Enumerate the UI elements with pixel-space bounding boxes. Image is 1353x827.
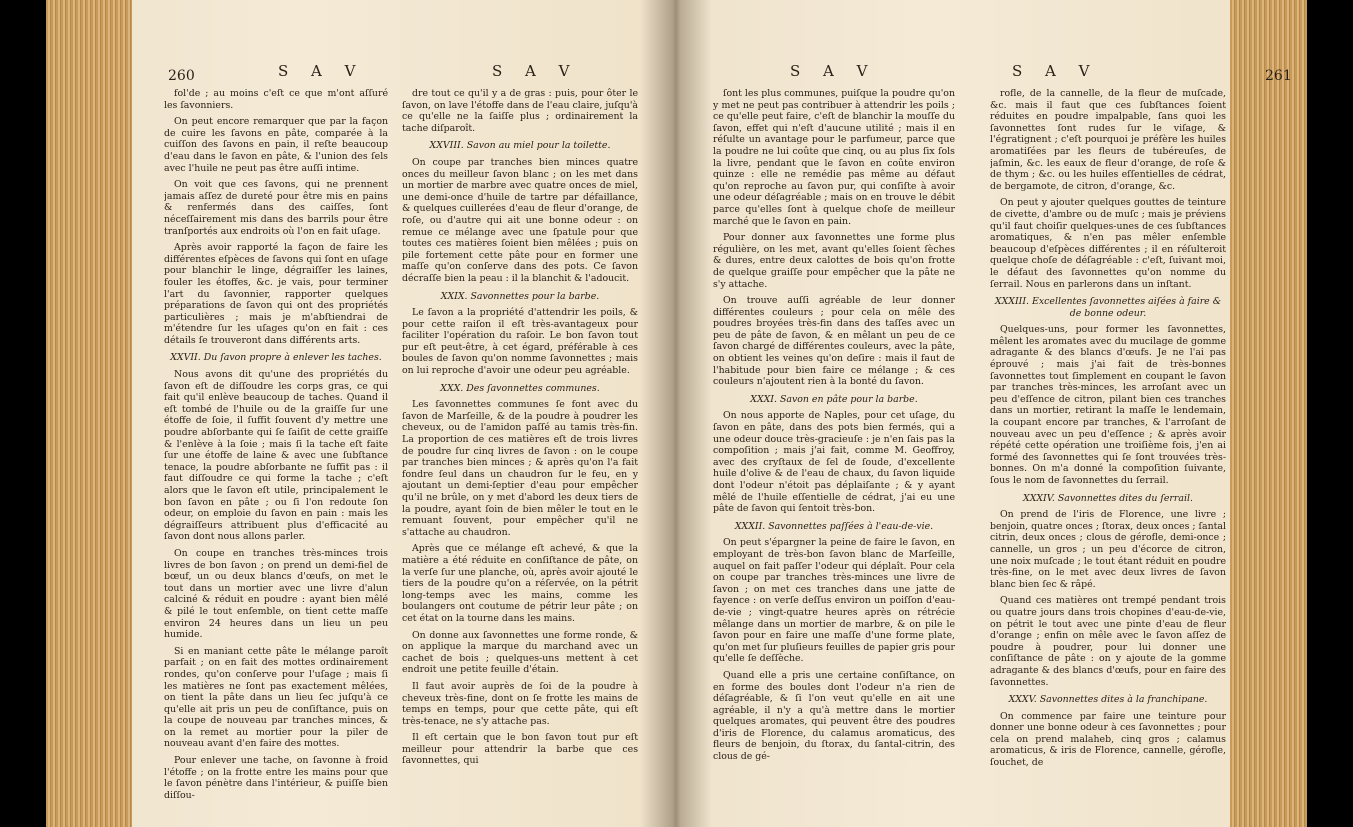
- paragraph: Quand elle a pris une certaine conſiſtance, on en forme des boules dont l'odeur n'a rien de déſagréable, & ſi l'on veut qu'elle en ait une agréable, il n'y a qu'à mettre dans le mortier quelques aromates, qui peuvent être des poudres d'iris de Florence, du calamus aromaticus, des fleurs de benjoin, du ſtorax, du ſantal-citrin, des clous de gé-: [713, 669, 955, 763]
- paragraph: Après que ce mélange eſt achevé, & que la matière a été réduite en conſiſtance de pâte, on la verſe ſur une planche, où, après avoir ajouté le tiers de la poudre qu'on a réſervée, on la pétrit long-temps avec les mains, comme les boulangers ont coutume de pétrir leur pâte ; on cet état on la tourne dans les mains.: [402, 543, 638, 624]
- left-page-column-2: [402, 88, 638, 818]
- paragraph: On coupe en tranches très-minces trois livres de bon ſavon ; on prend un demi-fiel de bœuf, un ou deux blancs d'œufs, on met le tout dans un mortier avec une livre d'alun calciné & réduit en poudre : ayant bien mêlé & pilé le tout enſemble, on tient cette maſſe environ 24 heures dans un lieu un peu humide.: [164, 547, 388, 641]
- section-heading: XXVIII. Savon au miel pour la toilette.: [429, 140, 611, 152]
- section-heading: XXXIV. Savonnettes dites du ſerrail.: [1023, 492, 1193, 504]
- paragraph: fol'de ; au moins c'eſt ce que m'ont aſſuré les ſavonniers.: [164, 88, 388, 111]
- running-head-right-col2: S A V: [1012, 62, 1099, 80]
- running-head-left-col1: S A V: [278, 62, 365, 80]
- paragraph: Les ſavonnettes communes ſe font avec du ſavon de Marſeille, & de la poudre à poudrer les cheveux, ou de l'amidon paſſé au tamis très-fin. La proportion de ces matières eſt de trois livres de poudre ſur cinq livres de ſavon : on le coupe par tranches bien minces ; & après qu'on l'a fait fondre ſeul dans un chaudron ſur le feu, en y ajoutant un demi-ſeptier d'eau pour empêcher qu'il ne brûle, on y met d'abord les deux tiers de la poudre, ayant ſoin de bien mêler le tout en le remuant ſouvent, pour empêcher qu'il ne s'attache au chaudron.: [402, 399, 638, 538]
- page-number-right: 261: [1265, 68, 1292, 84]
- paragraph: On peut y ajouter quelques gouttes de teinture de civette, d'ambre ou de muſc ; mais je préviens qu'il faut choiſir quelques-unes de ces ſubſtances aromatiques, & n'en pas mêler enſemble beaucoup d'eſpèces différentes ; il en réſulteroit quelque choſe de déſagréable : c'eſt, ſuivant moi, le défaut des ſavonnettes qu'on nomme du ſerrail. Nous en parlerons dans un inſtant.: [990, 197, 1226, 290]
- paragraph: Quand ces matières ont trempé pendant trois ou quatre jours dans trois chopines d'eau-de-vie, on pétrit le tout avec une pinte d'eau de fleur d'orange ; enfin on mêle avec le ſavon aſſez de poudre à poudrer, pour lui donner une conſiſtance de pâte : on y ajoute de la gomme adragante & des blancs d'œufs, pour en faire des ſavonnettes.: [990, 595, 1226, 688]
- paragraph: On commence par faire une teinture pour donner une bonne odeur à ces ſavonnettes ; pour cela on prend malaheb, cinq gros ; calamus aromaticus, & iris de Florence, cannelle, gérofle, ſouchet, de: [990, 710, 1226, 769]
- paragraph: Si en maniant cette pâte le mélange paroît parfait ; on en fait des mottes ordinairement rondes, qu'on conſerve pour l'uſage ; mais ſi les matières ne ſont pas exactement mêlées, on tient la pâte dans un lieu ſec juſqu'à ce qu'elle ait pris un peu de conſiſtance, puis on la coupe de nouveau par tranches minces, & on la remet au mortier pour la piler de nouveau avant d'en faire des mottes.: [164, 645, 388, 750]
- section-heading: XXVII. Du ſavon propre à enlever les taches.: [170, 352, 382, 364]
- paragraph: Après avoir rapporté la façon de faire les différentes eſpèces de ſavons qui ſont en uſage pour blanchir le linge, dégraiſſer les laines, fouler les étoffes, &c. je vais, pour terminer l'art du ſavonnier, rapporter quelques préparations de ſavon qui ont des propriétés particulières ; mais je m'abſtiendrai de m'étendre ſur les uſages qu'on en fait : ces détails ſe trouveront dans différents arts.: [164, 242, 388, 346]
- running-head-left-col2: S A V: [492, 62, 579, 80]
- paragraph: Quelques-uns, pour former les ſavonnettes, mêlent les aromates avec du mucilage de gomme adragante & des blancs d'œufs. Je ne l'ai pas éprouvé ; mais j'ai fait de très-bonnes ſavonnettes tout ſimplement en coupant le ſavon par tranches très-minces, les arroſant avec un peu d'eſſence de citron, pilant bien ces tranches dans un mortier, retirant la maſſe le lendemain, la coupant encore par tranches, & l'arroſant de nouveau avec un peu d'eſſence ; & après avoir répété cette opération une troiſième fois, j'en ai formé des ſavonnettes qui ſe ſont trouvées très-bonnes. On m'a donné la compoſition ſuivante, ſous le nom de ſavonnettes du ſerrail.: [990, 324, 1226, 486]
- paragraph: On peut encore remarquer que par la façon de cuire les ſavons en pâte, comparée à la cuiſſon des ſavons en pain, il reſte beaucoup d'eau dans le ſavon en pâte, & l'union des ſels avec l'huile ne peut pas être auſſi intime.: [164, 116, 388, 174]
- paragraph: On peut s'épargner la peine de faire le ſavon, en employant de très-bon ſavon blanc de Marſeille, auquel on fait paſſer l'odeur qui déplaît. Pour cela on coupe par tranches très-minces une livre de ſavon ; on met ces tranches dans une jatte de fayence : on verſe deſſus environ un poiſſon d'eau-de-vie ; vingt-quatre heures après on rétrécie mêlange dans un mortier de marbre, & on pile le ſavon pour en faire une maſſe d'une forme plate, qu'on met ſur pluſieurs feuilles de papier gris pour qu'elle ſe deſſèche.: [713, 537, 955, 665]
- section-heading: XXIX. Savonnettes pour la barbe.: [440, 290, 600, 302]
- paragraph: Il eſt certain que le bon ſavon tout pur eſt meilleur pour attendrir la barbe que ces ſavonnettes, qui: [402, 732, 638, 767]
- section-heading: XXXV. Savonnettes dites à la franchipane.: [1008, 694, 1208, 706]
- paragraph: rofle, de la cannelle, de la fleur de muſcade, &c. mais il faut que ces ſubſtances ſoient réduites en poudre impalpable, ſans quoi les ſavonnettes ſont rudes ſur le viſage, & l'égratignent ; c'eſt pourquoi je préfère les huiles aromatiſées par les fleurs de tubéreuſes, de jaſmin, &c. les eaux de fleur d'orange, de roſe & de thym ; &c. ou les huiles eſſentielles de cédrat, de bergamote, de citron, d'orange, &c.: [990, 88, 1226, 192]
- paragraph: On nous apporte de Naples, pour cet uſage, du ſavon en pâte, dans des pots bien fermés, qui a une odeur douce très-gracieuſe : je n'en ſais pas la compoſition ; mais j'ai fait, comme M. Geoffroy, avec des cryſtaux de ſel de ſoude, d'excellente huile d'olive & de l'eau de chaux, du ſavon liquide dont l'odeur n'étoit pas déplaiſante ; & y ayant mêlé de l'huile eſſentielle de cédrat, j'ai eu une pâte de ſavon qui ſentoit très-bon.: [713, 410, 955, 515]
- left-page-edges: [46, 0, 132, 827]
- paragraph: On donne aux ſavonnettes une forme ronde, & on applique la marque du marchand avec un cachet de bois ; quelques-uns mettent à cet endroit une petite feuille d'étain.: [402, 629, 638, 676]
- right-page-edges: [1230, 0, 1307, 827]
- section-heading: XXXI. Savon en pâte pour la barbe.: [750, 393, 918, 405]
- right-page-column-2: [990, 88, 1226, 818]
- running-head-right-col1: S A V: [790, 62, 877, 80]
- left-page-column-1: [164, 88, 388, 818]
- paragraph: Nous avons dit qu'une des propriétés du ſavon eſt de diſſoudre les corps gras, ce qui fait qu'il enlève beaucoup de taches. Quand il eſt tombé de l'huile ou de la graiſſe ſur une étoffe de ſoie, il ſuffit ſouvent d'y mettre une poudre abſorbante qui ſe ſaiſit de cette graiſſe & l'enlève à la ſoie ; mais ſi la tache eſt faite ſur une étoffe de laine & avec une ſubſtance tenace, la poudre abſorbante ne ſuffit pas : il faut diſſoudre ce qui forme la tache ; c'eſt alors que le ſavon eſt utile, principalement le bon ſavon en pâte ; ou ſi l'on redoute ſon odeur, on emploie du ſavon en pain : mais les dégraiſſeurs attribuent plus d'efficacité au ſavon dont nous allons parler.: [164, 369, 388, 543]
- paragraph: On voit que ces ſavons, qui ne prennent jamais aſſez de dureté pour être mis en pains & renfermés dans des caiſſes, ſont néceſſairement mis dans des barrils pour être tranſportés aux endroits où l'on en fait uſage.: [164, 179, 388, 237]
- section-heading: XXXIII. Excellentes ſavonnettes aiſées à faire & de bonne odeur.: [994, 296, 1222, 319]
- paragraph: Pour donner aux ſavonnettes une forme plus régulière, on les met, avant qu'elles ſoient ſèches & dures, entre deux calottes de bois qu'on frotte de quelque graiſſe pour empêcher que la pâte ne s'y attache.: [713, 232, 955, 290]
- section-heading: XXXII. Savonnettes paſſées à l'eau-de-vie.: [734, 520, 934, 532]
- paragraph: On trouve auſſi agréable de leur donner différentes couleurs ; pour cela on mêle des poudres broyées très-fin dans des taſſes avec un peu de pâte de ſavon, & en mêlant un peu de ce ſavon chargé de différentes couleurs, avec la pâte, on obtient les veines qu'on deſire : mais il faut de l'habitude pour bien faire ce mélange ; & ces couleurs n'ajoutent rien à la bonté du ſavon.: [713, 295, 955, 388]
- paragraph: ſont les plus communes, puiſque la poudre qu'on y met ne peut pas contribuer à attendrir les poils ; ce qu'elle peut faire, c'eſt de blanchir la mouſſe du ſavon, effet qui n'eſt d'aucune utilité ; mais il en réſulte un avantage pour le parfumeur, parce que la poudre ne lui coûte que cinq, ou au plus ſix ſols la livre, pendant que le ſavon en coûte environ quinze : elle ne remédie pas même au défaut qu'on reproche au ſavon pur, qui conſiſte à avoir une odeur déſagréable ; mais on en trouve le débit parce qu'elles ſont à quelque choſe de meilleur marché que le ſavon en pain.: [713, 88, 955, 227]
- page-number-left: 260: [168, 68, 195, 84]
- paragraph: On prend de l'iris de Florence, une livre ; benjoin, quatre onces ; ſtorax, deux onces ; ſantal citrin, deux onces ; clous de gérofle, demi-once ; cannelle, un gros ; un peu d'écorce de citron, une noix muſcade ; le tout étant réduit en poudre très-fine, on le met avec deux livres de ſavon blanc bien ſec & râpé.: [990, 509, 1226, 590]
- paragraph: Pour enlever une tache, on ſavonne à froid l'étoffe ; on la frotte entre les mains pour que le ſavon pénètre dans l'intérieur, & puiſſe bien diſſou-: [164, 755, 388, 801]
- paragraph: Le ſavon a la propriété d'attendrir les poils, & pour cette raiſon il eſt très-avantageux pour faciliter l'opération du raſoir. Le bon ſavon tout pur eſt peut-être, à cet égard, préférable à ces boules de ſavon qu'on nomme ſavonnettes ; mais on lui reproche d'avoir une odeur peu agréable.: [402, 307, 638, 377]
- paragraph: On coupe par tranches bien minces quatre onces du meilleur ſavon blanc ; on les met dans un mortier de marbre avec quatre onces de miel, une demi-once d'huile de tartre par défaillance, & quelques cuillerées d'eau de fleur d'orange, de roſe, ou d'autre qui ait une bonne odeur : on remue ce mélange avec une ſpatule pour que toutes ces matières ſoient bien mêlées ; puis on pile fortement cette pâte pour en former une maſſe qu'on conſerve dans des pots. Ce ſavon décraſſe bien la peau : il la blanchit & l'adoucit.: [402, 156, 638, 284]
- paragraph: dre tout ce qu'il y a de gras : puis, pour ôter le ſavon, on lave l'étoffe dans de l'eau claire, juſqu'à ce qu'elle ne la ſaiſſe plus ; ordinairement la tache diſparoît.: [402, 88, 638, 134]
- section-heading: XXX. Des ſavonnettes communes.: [440, 382, 600, 394]
- paragraph: Il faut avoir auprès de ſoi de la poudre à cheveux très-fine, dont on ſe frotte les mains de temps en temps, pour que cette pâte, qui eſt très-tenace, ne s'y attache pas.: [402, 680, 638, 727]
- right-page-column-1: [713, 88, 955, 818]
- book-gutter: [640, 0, 712, 827]
